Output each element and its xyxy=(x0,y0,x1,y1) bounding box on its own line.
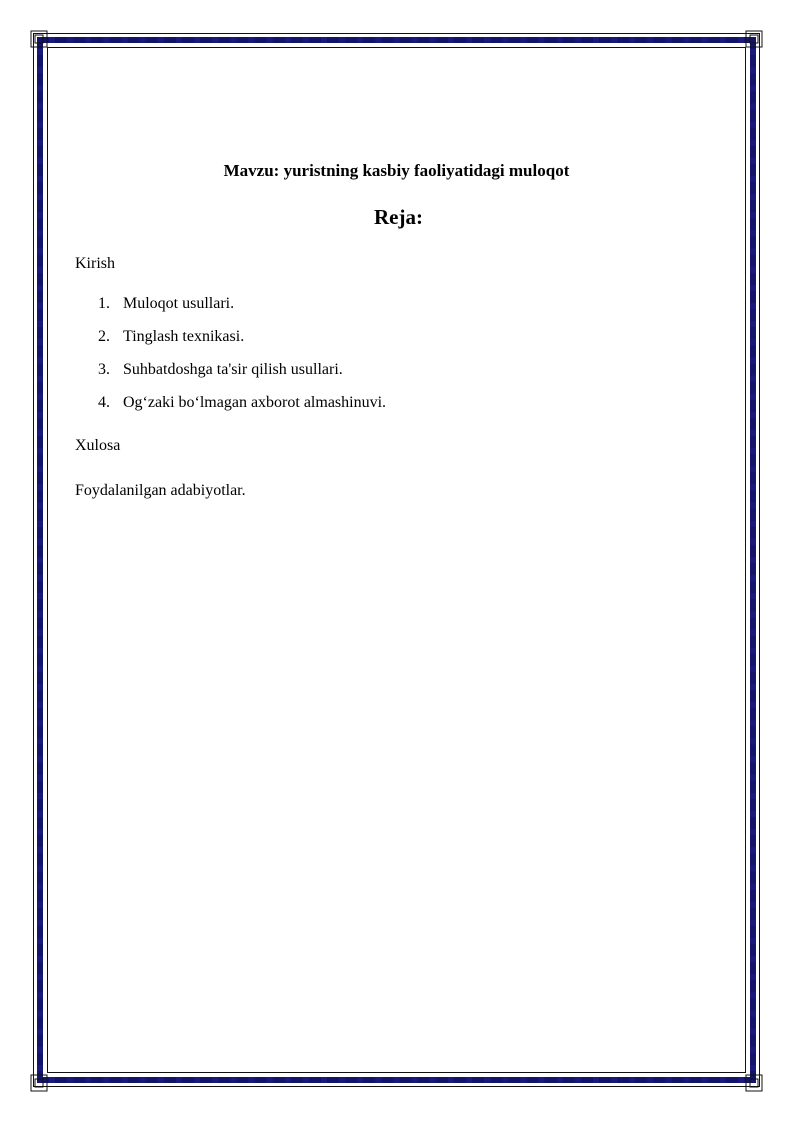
document-title: Mavzu: yuristning kasbiy faoliyatidagi muloqot xyxy=(223,161,570,180)
plan-item-number: 3. xyxy=(98,361,110,378)
plan-item-text: Tinglash texnikasi. xyxy=(123,328,245,345)
plan-list-item xyxy=(98,327,386,347)
border-inner-line xyxy=(47,47,746,1073)
corner-ornament-icon xyxy=(30,30,48,48)
plan-item-number: 4. xyxy=(98,394,110,411)
introduction-label: Kirish xyxy=(75,255,115,272)
plan-heading-text: Reja: xyxy=(374,205,423,229)
corner-ornament-icon xyxy=(745,30,763,48)
plan-heading xyxy=(0,205,793,230)
plan-list-item xyxy=(98,294,386,314)
corner-ornament-icon xyxy=(745,1074,763,1092)
plan-item-text: Suhbatdoshga ta'sir qilish usullari. xyxy=(123,361,343,378)
plan-list xyxy=(98,294,386,426)
corner-ornament-icon xyxy=(30,1074,48,1092)
plan-list-item xyxy=(98,360,386,380)
conclusion-label: Xulosa xyxy=(75,437,121,454)
plan-item-text: Muloqot usullari. xyxy=(123,295,235,312)
plan-item-number: 1. xyxy=(98,295,110,312)
plan-item-text: Og‘zaki bo‘lmagan axborot almashinuvi. xyxy=(123,394,387,411)
plan-list-item xyxy=(98,393,386,413)
references-label: Foydalanilgan adabiyotlar. xyxy=(75,482,246,499)
plan-item-number: 2. xyxy=(98,328,110,345)
